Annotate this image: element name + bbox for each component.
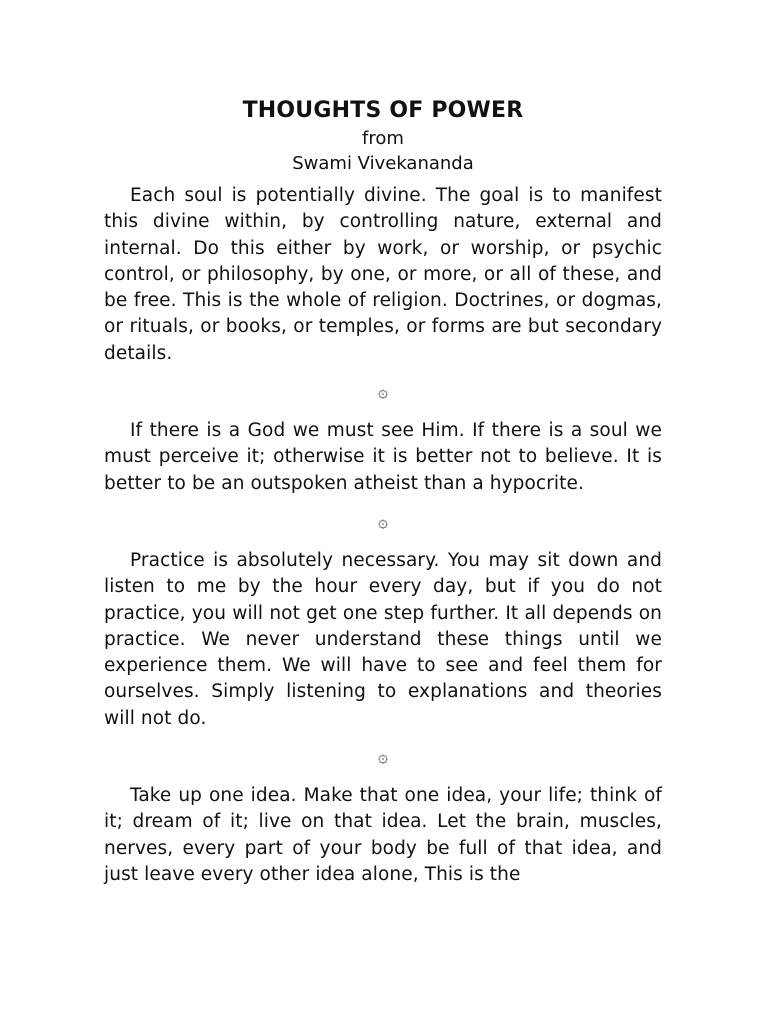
paragraph-3: Practice is absolutely necessary. You may sit down and listen to me by the hour every day, but if you do not practice, you will not get one step further. It all depends on practice. We never understand these things until we experience them. We will have to see and feel them for ourselves. Simply listening to explanations and theories will not do. — [104, 549, 662, 729]
paragraph-1: Each soul is potentially divine. The goal is to manifest this divine within, by controlling nature, external and internal. Do this either by work, or worship, or psychic control, or philosophy, by one, or more, or all of these, and be free. This is the whole of religion. Doctrines, or dogmas, or rituals, or books, or temples, or forms are but secondary details. — [104, 185, 662, 364]
paragraph-2: If there is a God we must see Him. If there is a soul we must perceive it; otherwise it is better not to believe. It is better to be an outspoken atheist than a hypocrite. — [104, 420, 662, 494]
ornament-separator-1: ۞ — [378, 382, 388, 403]
paragraph-4: Take up one idea. Make that one idea, your life; think of it; dream of it; live on that idea. Let the brain, muscles, nerves, every part of your body be full of that idea, and just leave every other idea alone, This is the — [104, 785, 662, 885]
document-page — [104, 96, 662, 888]
byline-from: from — [362, 128, 404, 149]
body-text — [104, 183, 662, 888]
document-title: THOUGHTS OF POWER — [242, 98, 524, 123]
byline-author: Swami Vivekananda — [292, 153, 474, 174]
ornament-separator-2: ۞ — [378, 511, 388, 532]
ornament-separator-3: ۞ — [378, 747, 388, 768]
